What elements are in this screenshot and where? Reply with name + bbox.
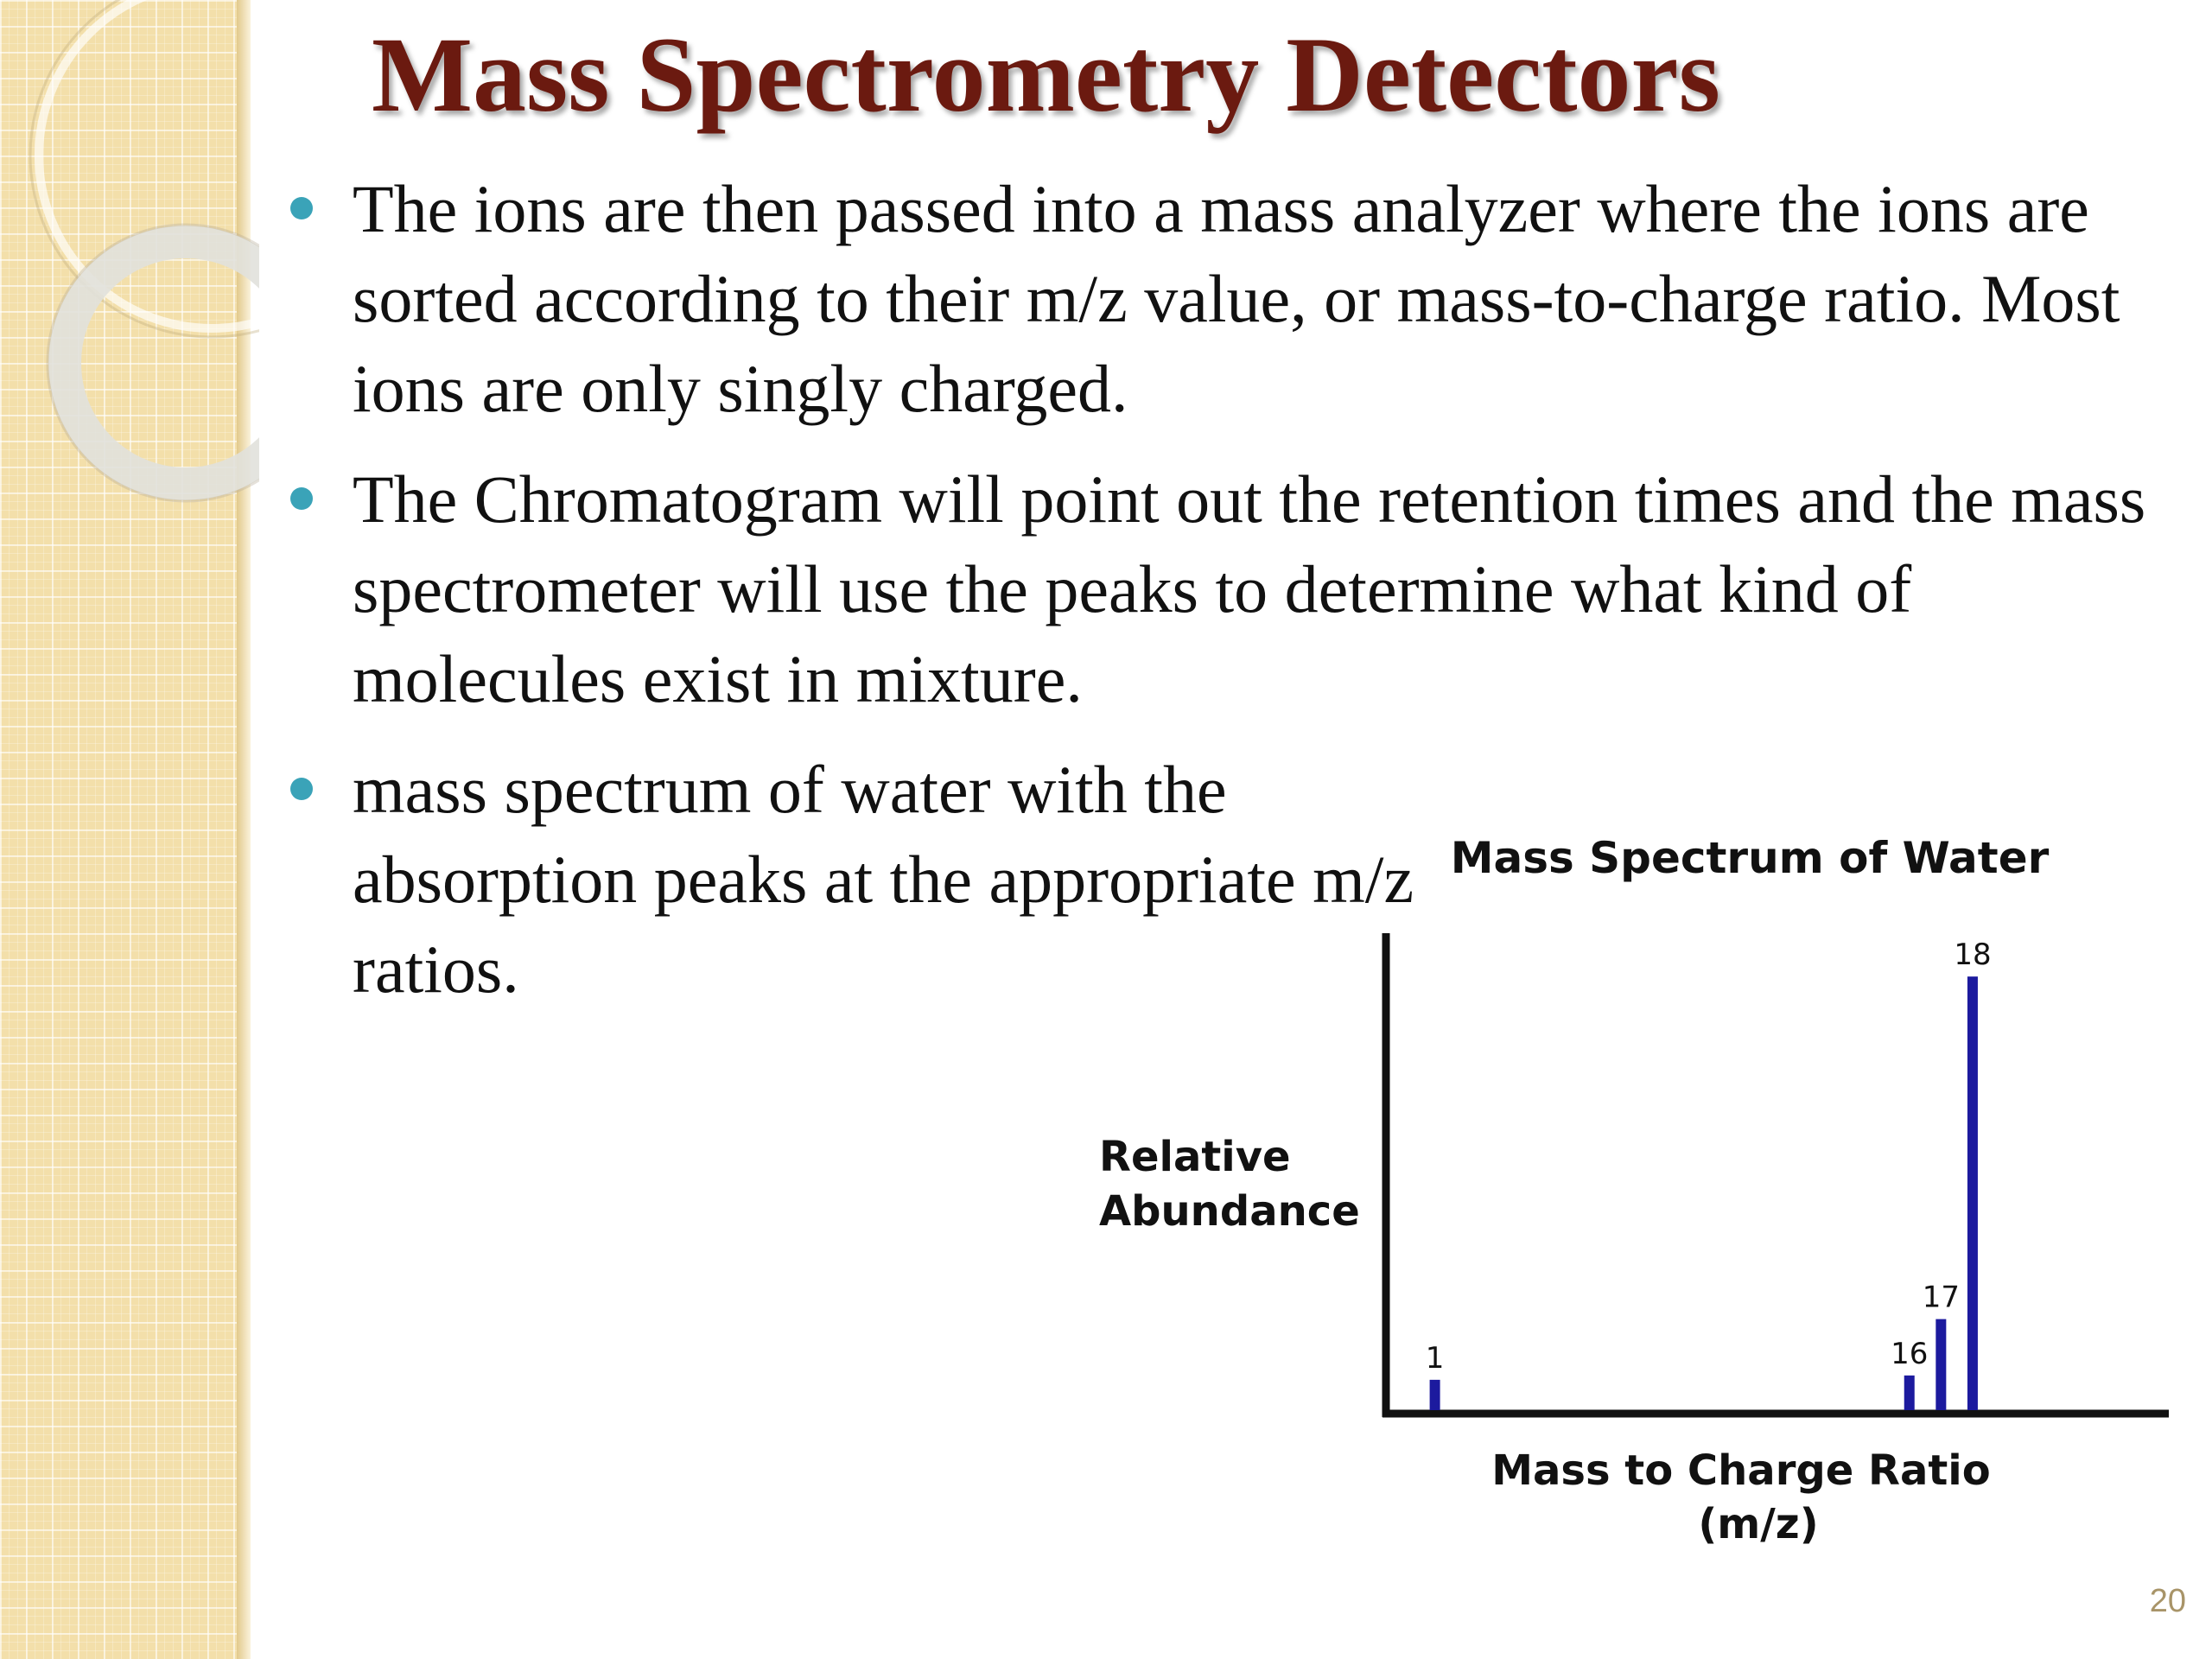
bar-mz-17 <box>1936 1319 1946 1410</box>
x-axis-label-line-2: (m/z) <box>1698 1500 1819 1548</box>
data-label-mz-18: 18 <box>1954 938 1992 973</box>
bullet-dot-icon <box>290 778 313 800</box>
chart-canvas <box>1054 821 2177 1581</box>
bullet-item <box>285 454 2186 724</box>
bullet-item <box>285 164 2186 434</box>
bullet-text: mass spectrum of water with the absorption peaks at the appropriate m/z ratios. <box>353 752 1414 1007</box>
bar-mz-1 <box>1430 1380 1440 1410</box>
page-number: 20 <box>2149 1583 2186 1619</box>
decorative-rings <box>0 0 259 562</box>
bullet-text: The ions are then passed into a mass analyzer where the ions are sorted according to their m/z value, or mass-to-charge ratio. Most ions are only singly charged. <box>353 171 2120 426</box>
y-axis-label-line-2: Abundance <box>1099 1187 1360 1236</box>
bullet-dot-icon <box>290 487 313 510</box>
chart-title: Mass Spectrum of Water <box>1450 833 2050 883</box>
data-label-mz-16: 16 <box>1891 1336 1929 1371</box>
bars-group <box>1426 938 1992 1410</box>
x-axis-label-line-1: Mass to Charge Ratio <box>1491 1446 1991 1495</box>
slide-title: Mass Spectrometry Detectors <box>372 16 1720 134</box>
bullet-text: The Chromatogram will point out the retention times and the mass spectrometer will use the peaks to determine what kind of molecules exist in mixture. <box>353 461 2146 716</box>
bar-mz-18 <box>1967 976 1978 1410</box>
data-label-mz-17: 17 <box>1922 1280 1960 1315</box>
y-axis-label-line-1: Relative <box>1099 1133 1291 1181</box>
bar-mz-16 <box>1904 1376 1915 1410</box>
data-label-mz-1: 1 <box>1425 1340 1445 1376</box>
mass-spectrum-chart <box>1054 821 2177 1581</box>
bullet-dot-icon <box>290 197 313 219</box>
